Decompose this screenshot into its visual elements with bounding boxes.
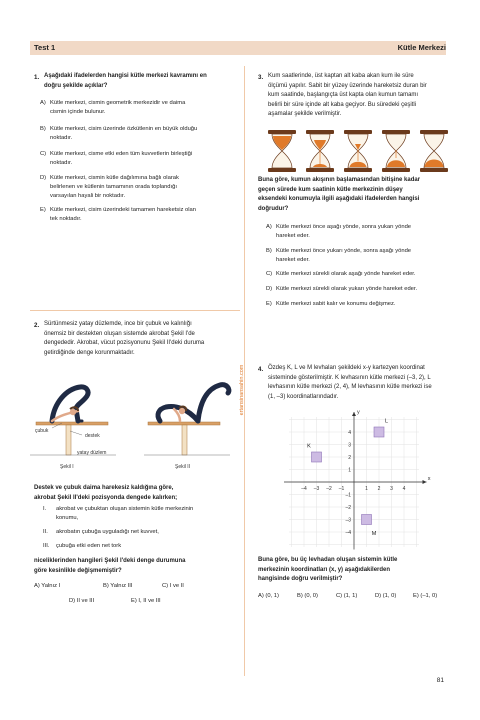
q2-option-b[interactable]: B) Yalnız III — [103, 583, 133, 589]
q1-number: 1. — [34, 74, 40, 81]
x-axis-label: x — [427, 476, 431, 482]
plane-label: yatay düzlem — [77, 450, 107, 456]
test-title: Test 1 — [34, 43, 56, 52]
y-tick-label: 3 — [348, 442, 351, 449]
y-tick-label: –1 — [345, 492, 351, 499]
rod-label: çubuk — [35, 428, 49, 434]
figure-1 — [30, 387, 116, 455]
q4-stem: Özdeş K, L ve M levhaları şekildeki x-y kartezyen koordinat sisteminde gösterilmiştir. K levhasının kütle merkezi (–3, 2), L levhasının kütle merkezi (2, 4), M levhasının kütle merkezi ise (1, –3) koordinatlarındadır. — [268, 365, 432, 400]
x-tick-label: –2 — [326, 486, 332, 492]
x-tick-label: 2 — [377, 486, 381, 492]
q3-option-b[interactable]: B) Kütle merkezi önce yukarı yönde, sonra aşağı yönde hareket eder. — [266, 248, 412, 263]
q1-stem: Aşağıdaki ifadelerden hangisi kütle merkezi kavramını en doğru şekilde açıklar? — [44, 73, 207, 89]
y-tick-label: –3 — [345, 517, 351, 524]
q3-option-c[interactable]: C) Kütle merkezi sürekli olarak aşağı yönde hareket eder. — [266, 271, 416, 277]
x-tick-label: –1 — [338, 486, 345, 492]
q3-option-d[interactable]: D) Kütle merkezi sürekli olarak yukarı yönde hareket eder. — [266, 286, 418, 292]
hourglass-3 — [344, 130, 372, 172]
q3-stem: Kum saatlerinde, üst kaptan alt kaba akan kum ile süre ölçümü yapılır. Sabit bir yüzey üzerinde hareketsiz duran bir kum saatinde, başlangıçta üst kapta olan kumun tamamı belirli bir süre içinde alt kaba geçiyor. Bu süredeki çeşitli aşamalar şekilde verilmiştir. — [268, 73, 427, 117]
plate-m — [362, 515, 372, 525]
q4-option-e[interactable]: E) (–1, 0) — [413, 593, 438, 599]
y-tick-label: –2 — [345, 505, 351, 511]
hourglass-4 — [382, 130, 410, 172]
q3-option-e[interactable]: E) Kütle merkezi sabit kalır ve konumu değişmez. — [266, 301, 396, 307]
q2-ask: niceliklerinden hangileri Şekil I'deki denge durumuna göre kesinlikle değişmemiştir? — [34, 558, 186, 574]
q1-option-e[interactable]: E) Kütle merkezi, cisim üzerindeki tamamen hareketsiz olan tek noktadır. — [40, 207, 196, 222]
hourglass-1 — [268, 130, 296, 172]
q4-option-d[interactable]: D) (1, 0) — [375, 593, 397, 599]
y-axis-label: y — [357, 409, 360, 416]
q3-question: Buna göre, kumun akışının başlamasından bitişine kadar geçen sürede kum saatinin kütle merkezinin düşey eksendeki konumuyla ilgili aşağıdaki ifadelerden hangisi doğrudur? — [258, 177, 421, 212]
q1-option-c[interactable]: C) Kütle merkezi, cisme etki eden tüm kuvvetlerin birleştiği noktadır. — [40, 151, 193, 166]
chapter-title: Kütle Merkezi — [397, 43, 446, 52]
plate-l — [374, 427, 384, 437]
q2-question: Destek ve çubuk daima harekesiz kaldığına göre, akrobat Şekil II'deki pozisyonda dengede kalırken; — [34, 485, 178, 501]
q4-question: Buna göre, bu üç levhadan oluşan sistemin kütle merkezinin koordinatları (x, y) aşağıdakilerden hangisinde doğru verilmiştir? — [258, 557, 398, 582]
plate-k — [312, 452, 322, 462]
page-number: 81 — [436, 677, 444, 684]
figure-1-caption: Şekil I — [60, 464, 74, 470]
x-tick-label: 3 — [390, 486, 393, 492]
q4-number: 4. — [258, 366, 264, 373]
q3-number: 3. — [258, 74, 264, 81]
q1-option-a[interactable]: A) Kütle merkezi, cismin geometrik merkezidir ve daima cismin içinde bulunur. — [40, 100, 186, 115]
hourglass-sequence — [268, 130, 448, 174]
q2-statement-2: II. akrobatın çubuğa uyguladığı net kuvvet, — [43, 529, 159, 535]
x-tick-label: 1 — [365, 486, 368, 492]
x-tick-label: –3 — [313, 486, 320, 492]
figure-2-caption: Şekil II — [175, 464, 191, 470]
question-divider — [30, 310, 240, 311]
header-bar — [30, 41, 446, 55]
x-tick-label: –4 — [301, 486, 307, 492]
q1-option-b[interactable]: B) Kütle merkezi, cisim üzerinde özkütlenin en büyük olduğu noktadır. — [40, 126, 198, 141]
q2-statement-1: I. akrobat ve çubuktan oluşan sistemin kütle merkezinin konumu, — [43, 506, 194, 521]
coordinate-plane — [282, 409, 442, 548]
plate-l-label: L — [384, 418, 389, 425]
q2-stem: Sürtünmesiz yatay düzlemde, ince bir çubuk ve kalınlığı önemsiz bir destekten oluşan sistemde akrobat Şekil I'de dengededir. Akrobat, vücut pozisyonunu Şekil II'deki duruma getirdiğinde denge korunmaktadır. — [44, 321, 205, 356]
plate-k-label: K — [307, 443, 311, 450]
y-axis-arrow — [352, 412, 356, 416]
q4-option-b[interactable]: B) (0, 0) — [297, 593, 318, 599]
x-axis-arrow — [423, 480, 427, 484]
hourglass-5 — [420, 130, 448, 172]
q3-option-a[interactable]: A) Kütle merkezi önce aşağı yönde, sonra yukarı yönde hareket eder. — [266, 224, 412, 239]
q1-option-d[interactable]: D) Kütle merkezi, cismin kütle dağılımına bağlı olarak belirlenen ve kütlenin tamamının orada toplandığı varsayılan hayali bir noktadır. — [40, 175, 179, 199]
x-tick-label: 4 — [402, 486, 406, 492]
y-tick-label: 2 — [348, 455, 351, 461]
q2-option-a[interactable]: A) Yalnız I — [34, 583, 61, 589]
y-tick-label: 1 — [348, 467, 351, 474]
q2-statement-3: III. çubuğa etki eden net tork — [43, 543, 122, 549]
y-tick-label: 4 — [348, 430, 351, 436]
q4-option-a[interactable]: A) (0, 1) — [258, 593, 279, 599]
q2-option-e[interactable]: E) I, II ve III — [131, 598, 161, 604]
q2-option-c[interactable]: C) I ve II — [162, 583, 184, 589]
plate-m-label: M — [371, 531, 377, 537]
hourglass-2 — [306, 130, 334, 172]
figure-2 — [144, 385, 230, 455]
y-tick-label: –4 — [345, 530, 351, 536]
support-label: destek — [85, 433, 100, 439]
q2-option-d[interactable]: D) II ve III — [69, 598, 95, 604]
acrobat-figure — [30, 365, 240, 475]
q2-number: 2. — [34, 322, 40, 329]
watermark: ertansinansahin.com — [239, 364, 245, 416]
q4-option-c[interactable]: C) (1, 1) — [336, 593, 358, 599]
